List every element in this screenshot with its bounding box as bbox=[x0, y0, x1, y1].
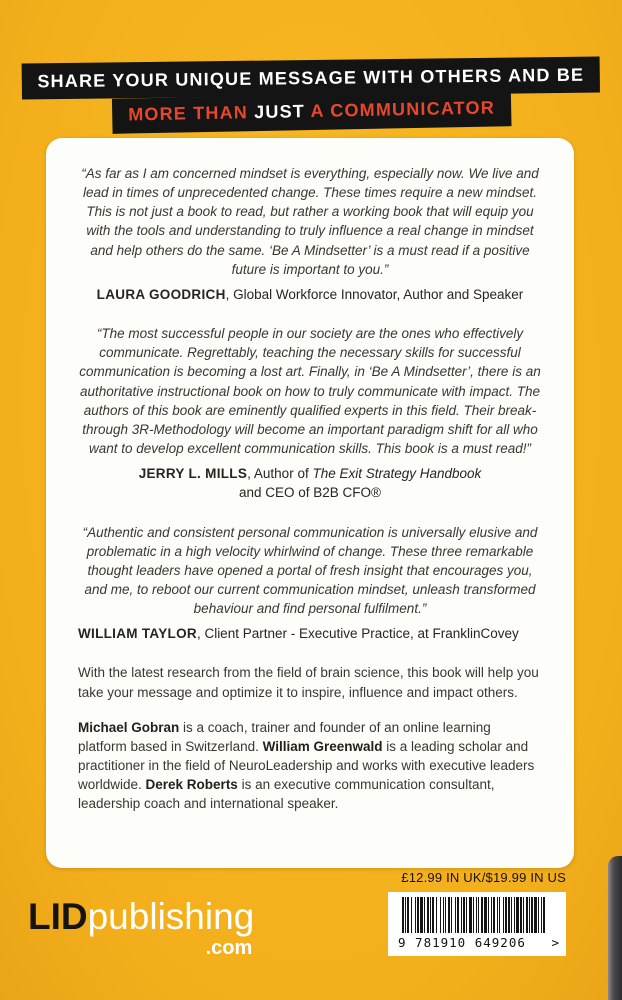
publisher-logo-wordmark bbox=[28, 898, 254, 935]
attribution-credit: , Global Workforce Innovator, Author and Speaker bbox=[225, 286, 524, 302]
banner-line2-communicator: A COMMUNICATOR bbox=[309, 97, 495, 122]
attribution-william-taylor bbox=[78, 624, 542, 643]
testimonial-panel bbox=[46, 138, 574, 868]
banner-line-1 bbox=[21, 56, 600, 99]
attribution-book-title: The Exit Strategy Handbook bbox=[312, 466, 482, 482]
attribution-credit-line2: and CEO of B2B CFO® bbox=[238, 485, 381, 501]
barcode bbox=[388, 892, 566, 956]
attribution-jerry-mills bbox=[78, 464, 542, 502]
attribution-name: JERRY L. MILLS bbox=[138, 466, 248, 482]
author-bio-text: is a leading scholar and practitioner in the field of NeuroLeadership and works with executive leaders worldwide. bbox=[78, 738, 535, 793]
quote-laura-goodrich: “As far as I am concerned mindset is everything, especially now. We live and lead in times of unprecedented change. These times require a new mindset. This is not just a book to read, but rather a working book that will equip you with the tools and understanding to truly influence a real change in mindset and help others do the same. ‘Be A Mindsetter’ is a must read if a positive future is important to you.” bbox=[81, 166, 539, 277]
author-bio-text: is a coach, trainer and founder of an online learning platform based in Switzerland. bbox=[78, 719, 491, 754]
barcode-number-row bbox=[388, 933, 566, 950]
attribution-name: WILLIAM TAYLOR bbox=[78, 626, 197, 642]
barcode-bars bbox=[402, 897, 552, 933]
author-bios bbox=[78, 718, 542, 814]
book-edge-shadow bbox=[608, 856, 622, 1000]
banner-line2-just: JUST bbox=[247, 101, 311, 123]
book-blurb: With the latest research from the field of brain science, this book will help you take your message and optimize it to inspire, influence and impact others. bbox=[78, 665, 539, 700]
quote-william-taylor: “Authentic and consistent personal communication is universally elusive and problematic in a high velocity whirlwind of change. These three remarkable thought leaders have opened a portal of fresh insight that encourages you, and me, to reboot our current communication mindset, unleash transformed behaviour and find personal fulfilment.” bbox=[82, 524, 538, 617]
barcode-number: 9 781910 649206 bbox=[398, 935, 526, 950]
publisher-logo bbox=[28, 898, 254, 958]
banner-line-2 bbox=[112, 91, 511, 134]
quote-jerry-mills: “The most successful people in our society are the ones who effectively communicate. Regrettably, teaching the necessary skills for successful communication is becoming a lost art. Finally, in ‘Be A Mindsetter’, there is an authoritative instructional book on how to truly communicate with impact. The authors of this book are eminently qualified experts in this field. Their break-through 3R-Methodology will become an important paradigm shift for all who want to develop excellent communication skills. This book is a must read!” bbox=[79, 326, 541, 457]
attribution-credit: , Client Partner - Executive Practice, at FranklinCovey bbox=[196, 626, 519, 642]
barcode-arrow: > bbox=[551, 935, 560, 950]
attribution-laura-goodrich bbox=[78, 285, 542, 304]
logo-dot-com: .com bbox=[205, 937, 253, 959]
author-name-michael-gobran: Michael Gobran bbox=[78, 719, 180, 735]
banner-line2-more-than: MORE THAN bbox=[127, 102, 248, 125]
logo-publishing: publishing bbox=[87, 896, 255, 937]
author-name-william-greenwald: William Greenwald bbox=[262, 738, 383, 754]
attribution-credit: , Author of bbox=[247, 466, 313, 482]
banner-line1-text: SHARE YOUR UNIQUE MESSAGE WITH OTHERS AND BE bbox=[37, 64, 585, 92]
author-name-derek-roberts: Derek Roberts bbox=[145, 777, 238, 793]
banner bbox=[0, 56, 622, 134]
attribution-name: LAURA GOODRICH bbox=[96, 286, 226, 302]
author-bio-text: is an executive communication consultant, leadership coach and international speaker. bbox=[78, 777, 495, 812]
price-label: £12.99 IN UK/$19.99 IN US bbox=[401, 870, 566, 885]
logo-lid: LID bbox=[28, 896, 88, 937]
